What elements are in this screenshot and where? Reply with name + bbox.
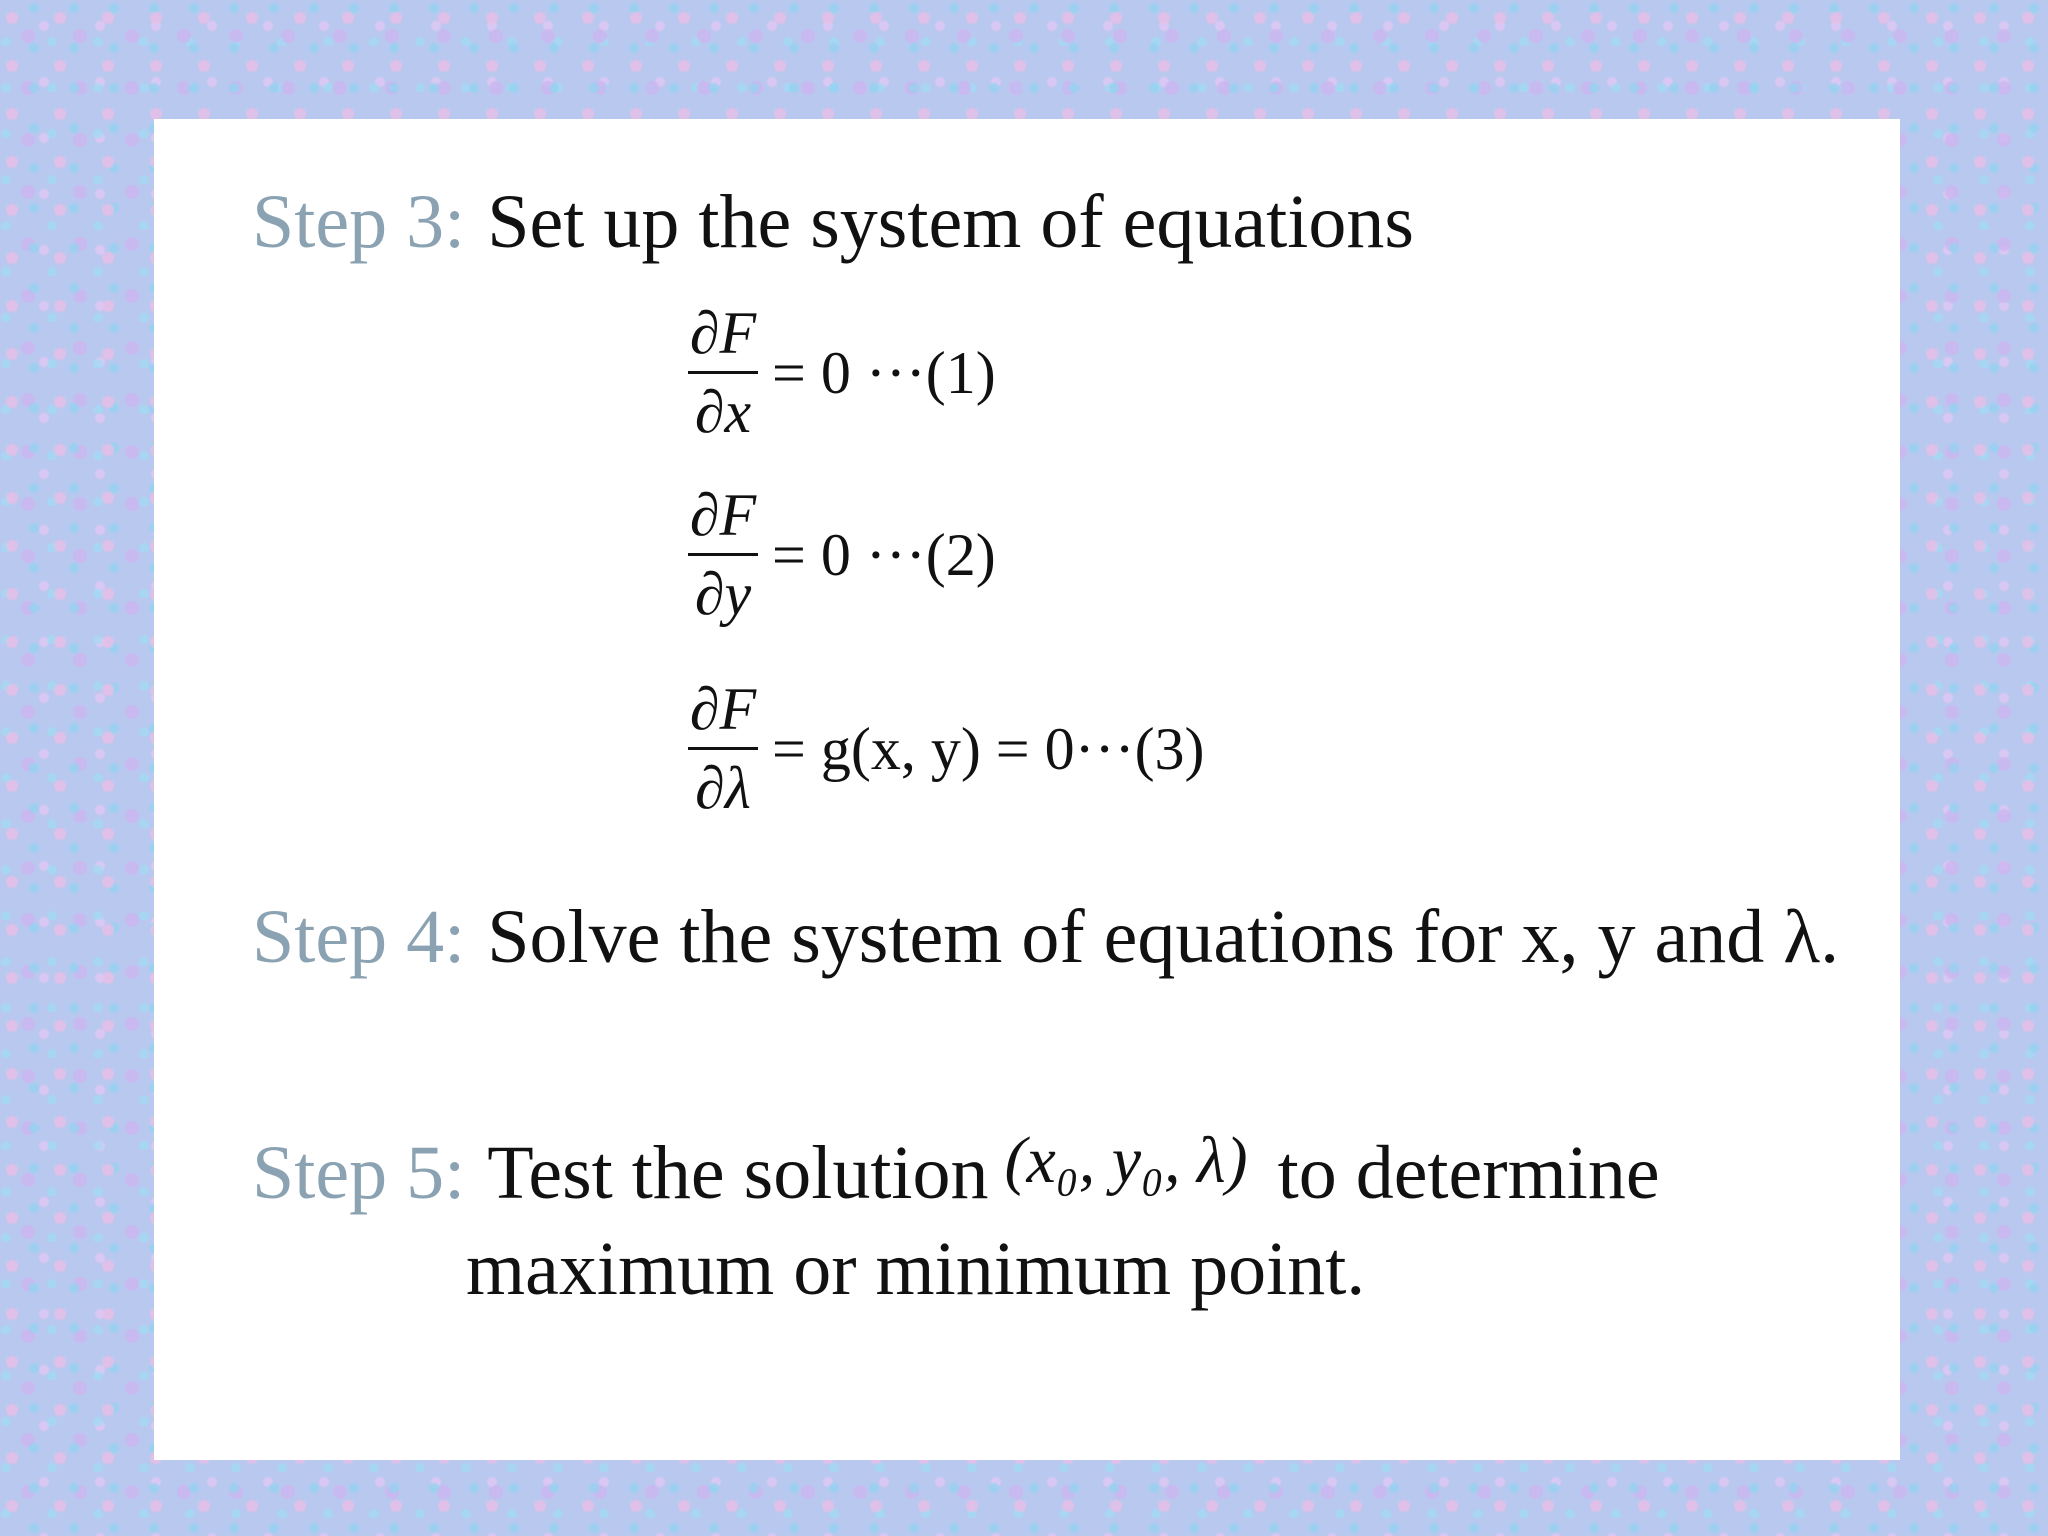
equation-3-numerator: ∂F bbox=[689, 676, 757, 742]
step-4-label: Step 4: bbox=[252, 895, 466, 979]
equation-2-rhs: = 0 ···(2) bbox=[772, 522, 996, 588]
fraction-bar bbox=[688, 371, 758, 374]
equation-3-fraction bbox=[688, 675, 758, 822]
step-5-line-2: maximum or minimum point. bbox=[466, 1227, 1366, 1311]
fraction-bar bbox=[688, 553, 758, 556]
fraction-bar bbox=[688, 747, 758, 750]
equation-1-denominator: ∂x bbox=[694, 379, 752, 445]
step-3-text: Set up the system of equations bbox=[487, 180, 1414, 264]
equation-2-numerator: ∂F bbox=[689, 482, 757, 548]
equation-1-fraction bbox=[688, 299, 758, 446]
equation-1-numerator: ∂F bbox=[689, 300, 757, 366]
step-5-text-after: to determine bbox=[1277, 1131, 1660, 1215]
equation-3-denominator: ∂λ bbox=[695, 755, 751, 821]
equation-2-fraction bbox=[688, 481, 758, 628]
equation-3-rhs: = g(x, y) = 0···(3) bbox=[772, 716, 1205, 782]
step-5-line bbox=[252, 1124, 1660, 1215]
step-4-text: Solve the system of equations for x, y and λ. bbox=[487, 895, 1840, 979]
solution-tuple: (x₀, y₀, λ) bbox=[1004, 1124, 1248, 1197]
step-4-line bbox=[252, 895, 1840, 979]
step-5-label: Step 5: bbox=[252, 1131, 466, 1215]
equation-1-rhs: = 0 ···(1) bbox=[772, 340, 996, 406]
step-3-line bbox=[252, 180, 1414, 264]
slide-content-panel bbox=[154, 119, 1900, 1460]
equation-2-denominator: ∂y bbox=[694, 561, 752, 627]
step-5-text-before: Test the solution bbox=[487, 1131, 989, 1215]
step-3-label: Step 3: bbox=[252, 180, 466, 264]
